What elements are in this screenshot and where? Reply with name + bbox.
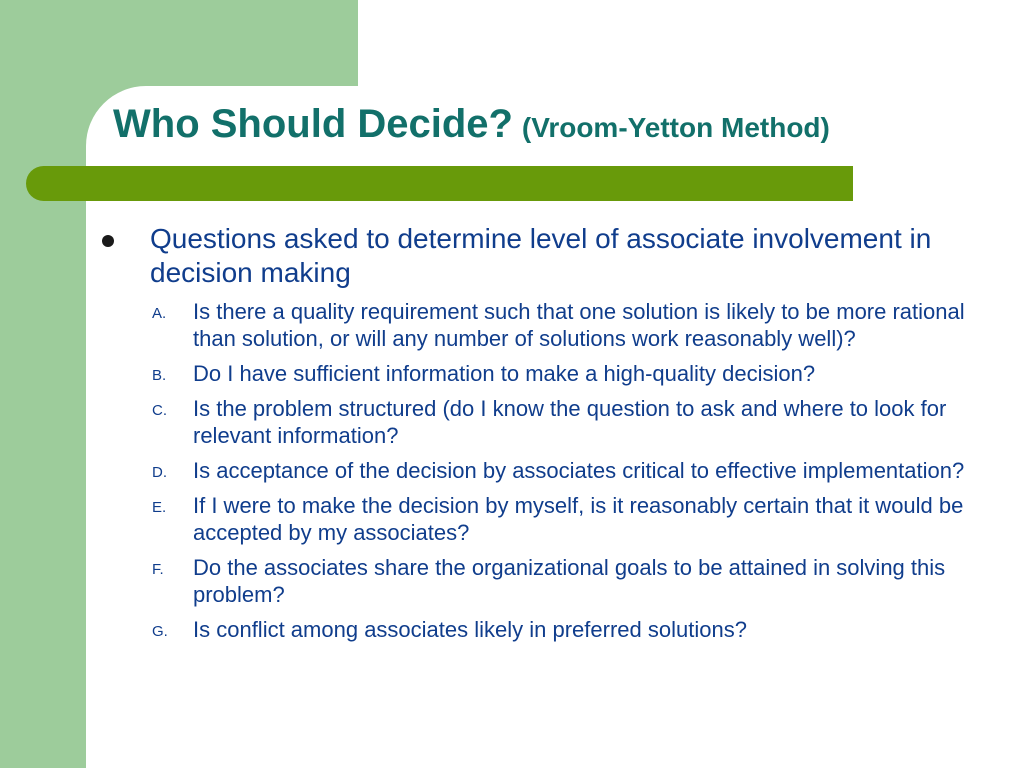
list-item-text: Do the associates share the organizational goals to be attained in solving this problem? (193, 555, 946, 607)
list-item-text: If I were to make the decision by myself, is it reasonably certain that it would be accepted by my associates? (193, 493, 964, 545)
title-suffix: (Vroom-Yetton Method) (521, 112, 830, 143)
list-marker: F. (152, 561, 164, 578)
list-marker: B. (152, 367, 167, 384)
list-item (98, 616, 998, 643)
side-panel (0, 0, 86, 768)
list-item (98, 395, 998, 449)
list-marker: D. (152, 464, 167, 481)
title-accent-bar (26, 166, 853, 201)
top-panel (0, 0, 358, 86)
list-item (98, 298, 998, 352)
list-marker: C. (152, 402, 167, 419)
list-item (98, 554, 998, 608)
list-item (98, 492, 998, 546)
bullet-dot-icon (102, 235, 114, 247)
list-item-text: Is the problem structured (do I know the question to ask and where to look for relevant information? (193, 396, 947, 448)
list-marker: G. (152, 623, 168, 640)
list-item-text: Is acceptance of the decision by associates critical to effective implementation? (193, 458, 965, 483)
main-bullet-text: Questions asked to determine level of associate involvement in decision making (150, 223, 932, 288)
slide-title (113, 104, 830, 144)
slide-body (98, 222, 998, 651)
list-item-text: Is conflict among associates likely in preferred solutions? (193, 617, 747, 642)
title-main: Who Should Decide? (113, 102, 513, 146)
list-item (98, 457, 998, 484)
list-marker: A. (152, 305, 167, 322)
list-marker: E. (152, 499, 167, 516)
list-item-text: Do I have sufficient information to make a high-quality decision? (193, 361, 816, 386)
main-bullet (98, 222, 998, 290)
list-item-text: Is there a quality requirement such that one solution is likely to be more rational than solution, or will any number of solutions work reasonably well)? (193, 299, 965, 351)
question-list (98, 298, 998, 643)
list-item (98, 360, 998, 387)
